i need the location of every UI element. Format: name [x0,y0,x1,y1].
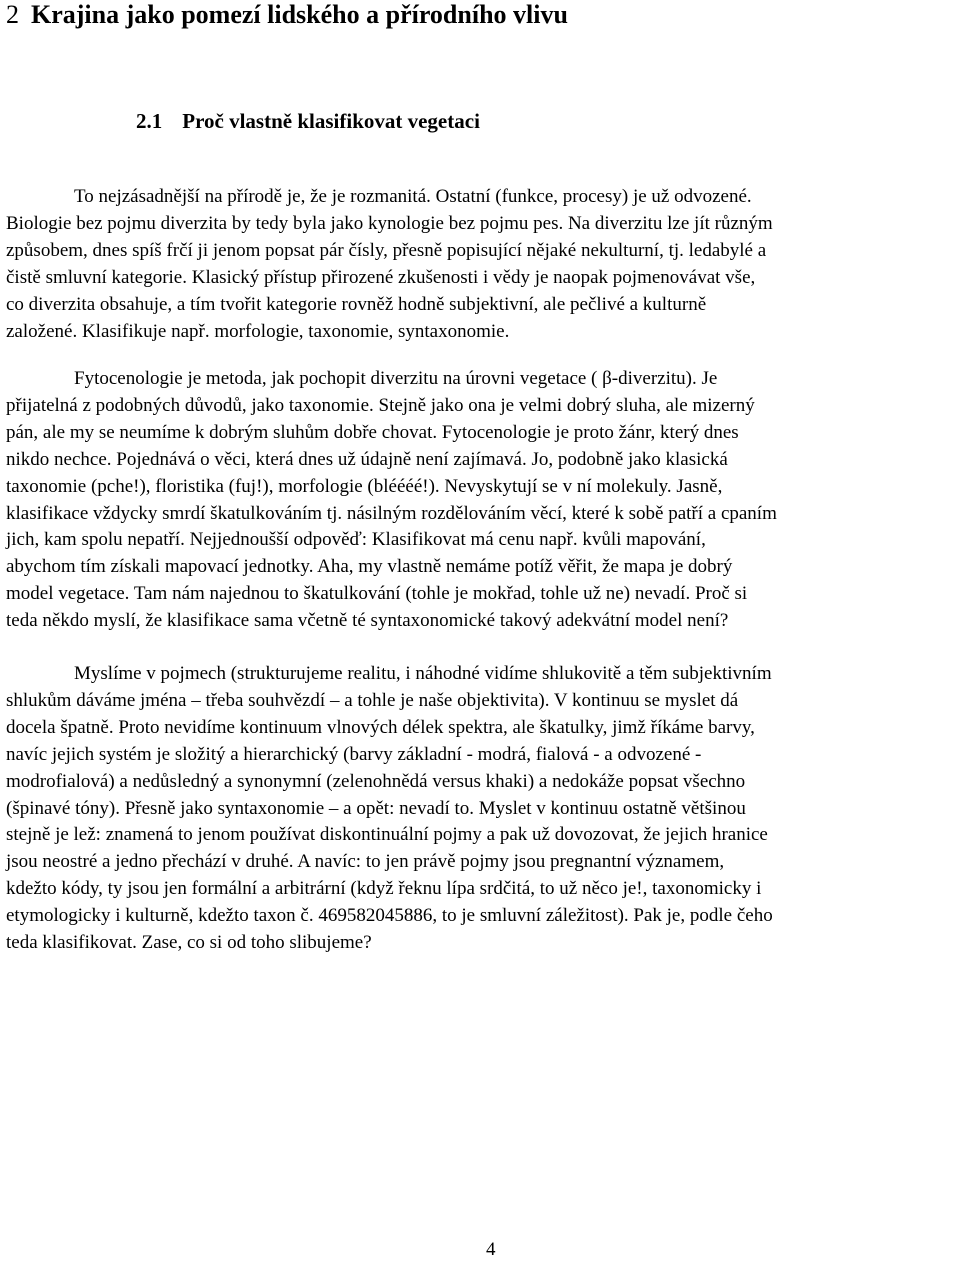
paragraph-line: navíc jejich systém je složitý a hierarchický (barvy základní - modrá, fialová - a odvozené - [6,743,702,765]
paragraph-line: taxonomie (pche!), floristika (fuj!), morfologie (bléééé!). Nevyskytují se v ní molekuly. Jasně, [6,475,723,497]
section-heading [136,108,480,134]
paragraph-line: jsou neostré a jedno přechází v druhé. A navíc: to jen právě pojmy jsou pregnantní významem, [6,851,725,873]
paragraph-line: přijatelná z podobných důvodů, jako taxonomie. Stejně jako ona je velmi dobrý sluha, ale mizerný [6,394,755,416]
chapter-number: 2 [6,0,19,29]
paragraph-line: založené. Klasifikuje např. morfologie, taxonomie, syntaxonomie. [6,320,510,342]
paragraph-line: co diverzita obsahuje, a tím tvořit kategorie rovněž hodně subjektivní, ale pečlivé a kulturně [6,293,707,315]
paragraph-line: model vegetace. Tam nám najednou to škatulkování (tohle je mokřad, tohle už ne) nevadí. Proč si [6,583,748,605]
paragraph-line: jich, kam spolu nepatří. Nejjednoušší odpověď: Klasifikovat má cenu např. kvůli mapování, [6,529,706,551]
paragraph-line: nikdo nechce. Pojednává o věci, která dnes už údajně není zajímavá. Jo, podobně jako klasická [6,448,728,470]
paragraph-line: teda klasifikovat. Zase, co si od toho slibujeme? [6,932,372,954]
paragraph-line: abychom tím získali mapovací jednotky. Aha, my vlastně nemáme potíž věřit, že mapa je dobrý [6,556,733,578]
paragraph-line: modrofialová) a nedůsledný a synonymní (zelenohnědá versus khaki) a nedokáže popsat všechno [6,770,746,792]
paragraph-line: Biologie bez pojmu diverzita by tedy byla jako kynologie bez pojmu pes. Na diverzitu lze jít různým [6,212,773,234]
paragraph-line: způsobem, dnes spíš frčí ji jenom popsat pár čísly, přesně popisující nějaké nekulturní, tj. ledabylé a [6,239,767,261]
paragraph-line: etymologicky i kulturně, kdežto taxon č. 469582045886, to je smluvní záležitost). Pak je, podle čeho [6,905,773,927]
paragraph-line: To nejzásadnější na přírodě je, že je rozmanitá. Ostatní (funkce, procesy) je už odvozené. [74,186,752,207]
paragraph-line: (špinavé tóny). Přesně jako syntaxonomie – a opět: nevadí to. Myslet v kontinuu ostatně většinou [6,797,746,819]
paragraph-2 [6,366,951,635]
paragraph-line: Fytocenologie je metoda, jak pochopit diverzitu na úrovni vegetace ( β-diverzitu). Je [74,368,718,389]
section-title: Proč vlastně klasifikovat vegetaci [182,109,480,133]
section-number: 2.1 [136,109,163,133]
paragraph-line: klasifikace vždycky smrdí škatulkováním tj. násilným rozdělováním věcí, které k sobě patří a cpaním [6,502,777,524]
chapter-heading [6,0,568,30]
paragraph-1 [6,184,951,345]
paragraph-line: teda někdo myslí, že klasifikace sama včetně té syntaxonomické takový adekvátní model není? [6,610,729,632]
paragraph-line: docela špatně. Proto nevidíme kontinuum vlnových délek spektra, ale škatulky, jimž říkáme barvy, [6,716,755,738]
paragraph-line: stejně je lež: znamená to jenom používat diskontinuální pojmy a pak už dovozovat, že jejich hranice [6,824,768,846]
paragraph-line: Myslíme v pojmech (strukturujeme realitu, i náhodné vidíme shlukovitě a těm subjektivním [74,663,772,684]
paragraph-line: kdežto kódy, ty jsou jen formální a arbitrární (když řeknu lípa srdčitá, to už něco je!, taxonomicky i [6,878,762,900]
paragraph-line: čistě smluvní kategorie. Klasický přístup přirozené zkušenosti i vědy je naopak pojmenovávat vše, [6,266,756,288]
paragraph-3 [6,661,951,957]
paragraph-line: pán, ale my se neumíme k dobrým sluhům dobře chovat. Fytocenologie je proto žánr, který dnes [6,421,739,443]
chapter-title: Krajina jako pomezí lidského a přírodního vlivu [31,0,568,29]
paragraph-line: shlukům dáváme jména – třeba souhvězdí – a tohle je naše objektivita). V kontinuu se myslet dá [6,689,739,711]
page-number: 4 [486,1239,496,1260]
